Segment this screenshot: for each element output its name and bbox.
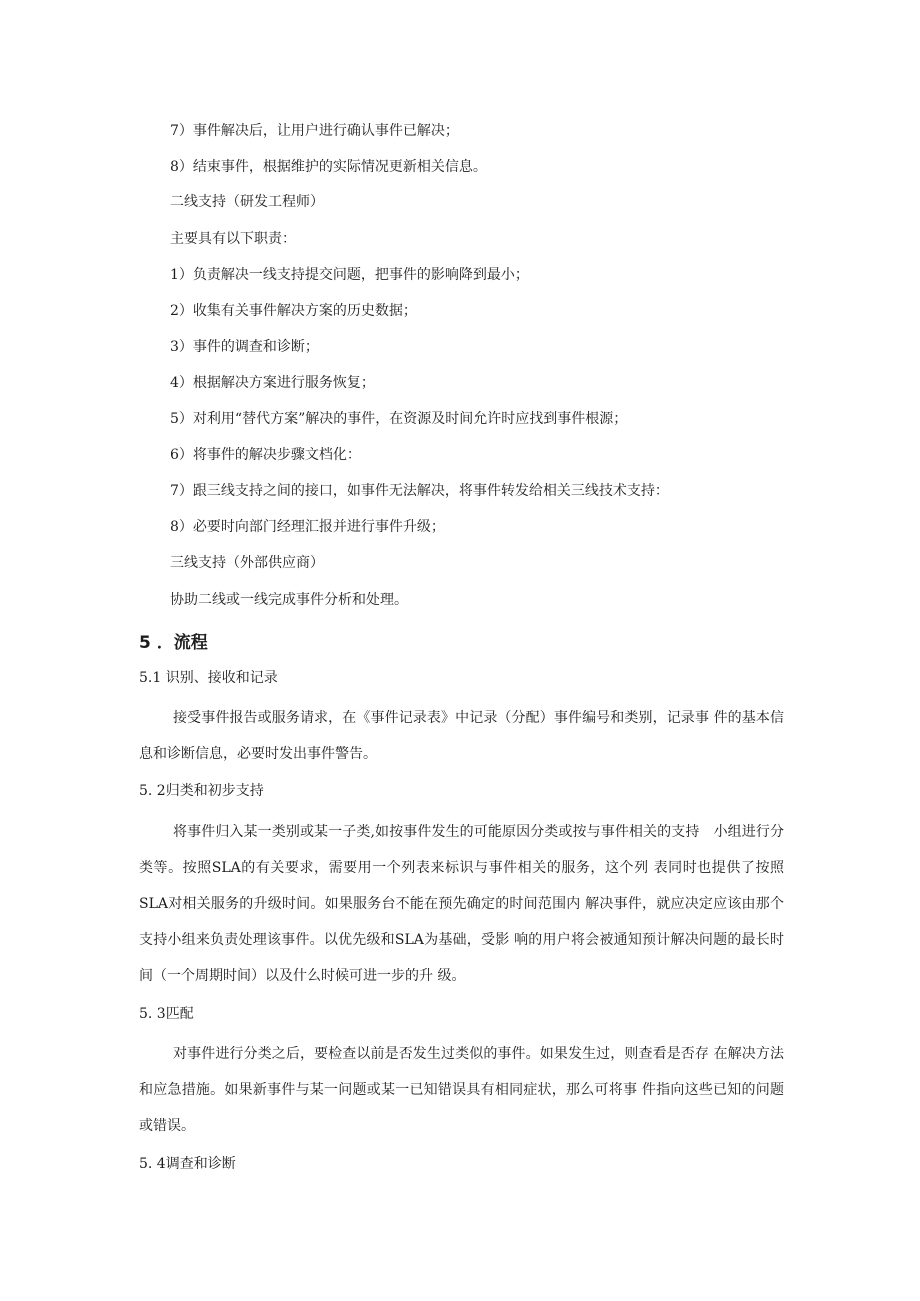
tier2-intro: 主要具有以下职责： bbox=[170, 231, 296, 247]
section-5-3-body: 对事件进行分类之后，要检查以前是否发生过类似的事件。如果发生过，则查看是否存 在解决方法和应急措施。如果新事件与某一问题或某一已知错误具有相同症状，那么可将事 件指向这些已知的问题或错误。 bbox=[139, 1046, 784, 1134]
section-5-1-body: 接受事件报告或服务请求，在《事件记录表》中记录（分配）事件编号和类别，记录事 件的基本信息和诊断信息，必要时发出事件警告。 bbox=[139, 710, 784, 762]
tier2-item-5: 5）对利用“替代方案”解决的事件，在资源及时间允许时应找到事件根源； bbox=[170, 411, 628, 427]
tier2-item-1: 1）负责解决一线支持提交问题，把事件的影响降到最小； bbox=[170, 267, 529, 283]
tier2-item-2: 2）收集有关事件解决方案的历史数据； bbox=[170, 303, 417, 319]
tier3-text: 协助二线或一线完成事件分析和处理。 bbox=[170, 592, 408, 608]
tier2-item-3: 3）事件的调查和诊断； bbox=[170, 339, 319, 355]
tier2-item-8: 8）必要时向部门经理汇报并进行事件升级； bbox=[170, 519, 445, 535]
tier2-item-7: 7）跟三线支持之间的接口，如事件无法解决，将事件转发给相关三线技术支持： bbox=[170, 483, 669, 499]
section-5-2-title: 5. 2归类和初步支持 bbox=[139, 783, 264, 799]
tier2-item-6: 6）将事件的解决步骤文档化： bbox=[170, 447, 361, 463]
section-5-title: 5 ．流程 bbox=[139, 633, 208, 653]
tier3-heading: 三线支持（外部供应商） bbox=[170, 555, 324, 571]
list1-item-7: 7）事件解决后，让用户进行确认事件已解决； bbox=[170, 123, 459, 139]
section-5-3-title: 5. 3匹配 bbox=[139, 1006, 194, 1022]
tier2-item-4: 4）根据解决方案进行服务恢复； bbox=[170, 375, 375, 391]
section-5-1-title: 5.1 识别、接收和记录 bbox=[139, 670, 278, 686]
section-5-2-body: 将事件归入某一类别或某一子类,如按事件发生的可能原因分类或按与事件相关的支持 小组进行分类等。按照SLA的有关要求，需要用一个列表来标识与事件相关的服务，这个列 表同时也提供了按照SLA对相关服务的升级时间。如果服务台不能在预先确定的时间范围内 解决事件，就应决定应该由那个支持小组来负责处理该事件。以优先级和SLA为基础，受影 响的用户将会被通知预计解决问题的最长时间（一个周期时间）以及什么时候可进一步的升 级。 bbox=[139, 824, 784, 984]
list1-item-8: 8）结束事件，根据维护的实际情况更新相关信息。 bbox=[170, 159, 487, 175]
section-5-4-title: 5. 4调查和诊断 bbox=[139, 1156, 236, 1172]
tier2-heading: 二线支持（研发工程师） bbox=[170, 194, 324, 210]
